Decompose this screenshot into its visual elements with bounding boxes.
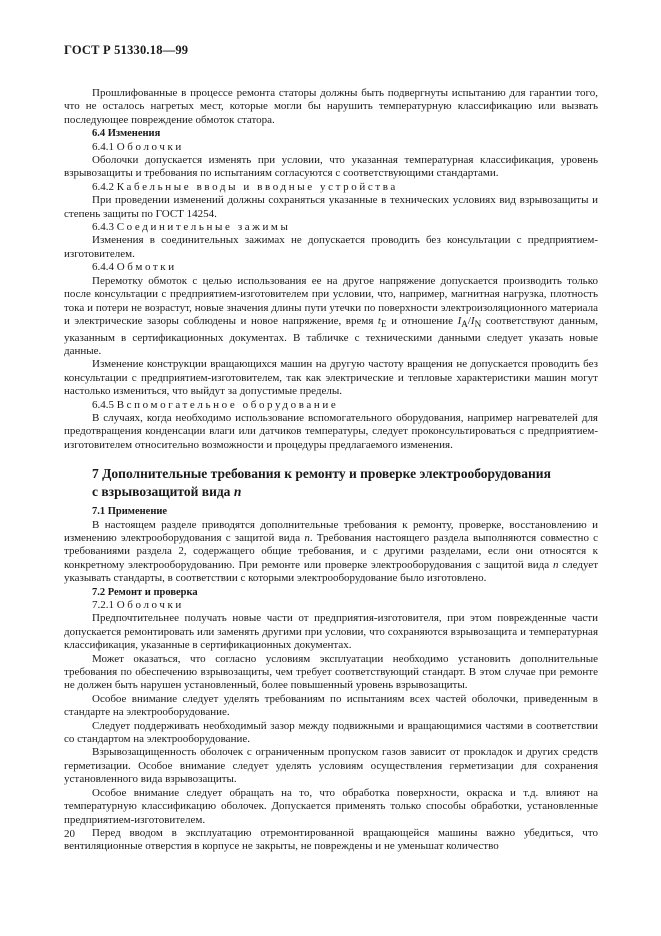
emphasis-n: n bbox=[552, 558, 559, 571]
section-7-title bbox=[64, 465, 598, 501]
section-6-4-1-heading bbox=[64, 141, 598, 154]
section-6-4-3-heading bbox=[64, 221, 598, 234]
paragraph-7-2-1-a: Предпочтительнее получать новые части от предприятия-изготовителя, при этом поврежденные части допускается ремонтировать или заменять другими при условии, что сохраняются взрывозащита и температурная классификация, указанные в сертификационных документах. bbox=[64, 612, 598, 652]
paragraph-7-2-1-e: Взрывозащищенность оболочек с ограниченным пропуском газов зависит от прокладок и других средств герметизации. Особое внимание следует уделять условиям осуществления герметизации для сохранения установленного вида взрывозащиты. bbox=[64, 746, 598, 786]
section-6-4-2-heading bbox=[64, 181, 598, 194]
title-emphasis: n bbox=[233, 484, 242, 500]
slash: / bbox=[467, 314, 471, 327]
text-run: Перемотку обмоток с целью использования ее на другое напряжение допускается производить только после консультации с предприятием-изготовителем при условии, что, например, магнитная нагрузка, плотность тока и потери не возрастут, новые значения длины пути утечки по поверхности электроизоляционного материала и электрические зазоры соблюдены и новое напряжение, время bbox=[64, 274, 598, 327]
spacer bbox=[64, 74, 598, 87]
document-code: ГОСТ Р 51330.18—99 bbox=[64, 43, 189, 57]
paragraph-6-4-2: При проведении изменений должны сохраняться указанные в технических условиях вид взрывозащиты и степень защиты по ГОСТ 14254. bbox=[64, 194, 598, 220]
paragraph-6-4-5: В случаях, когда необходимо использование вспомогательного оборудования, например нагревателей для предотвращения конденсации влаги или датчиков температуры, следует проконсультироваться с предприятием-изготовителем относительно возможности и процедуры предлагаемого изменения. bbox=[64, 411, 598, 451]
spacer bbox=[64, 452, 598, 465]
paragraph-7-1 bbox=[64, 519, 598, 586]
symbol-ia: I bbox=[457, 314, 462, 327]
section-7-2-title: 7.2 Ремонт и проверка bbox=[92, 586, 198, 598]
section-number: 6.4.3 bbox=[92, 221, 114, 234]
paragraph-7-2-1-g: Перед вводом в эксплуатацию отремонтированной вращающейся машины важно убедиться, что вентиляционные отверстия в корпусе не закрыты, не повреждены и не уменьшат количество bbox=[64, 826, 598, 853]
paragraph-6-4-4 bbox=[64, 275, 598, 359]
page-number: 20 bbox=[64, 828, 75, 840]
section-number: 6.4.2 bbox=[92, 180, 114, 193]
paragraph-6-4-3: Изменения в соединительных зажимах не допускается проводить без консультации с предприятием-изготовителем. bbox=[64, 234, 598, 260]
text-run: следует указывать стандарты, в соответствии с которыми электрооборудование было изготовлено. bbox=[64, 558, 599, 585]
subscript-a: A bbox=[461, 319, 468, 330]
subscript-n: N bbox=[474, 319, 482, 330]
section-number: 6.4.1 bbox=[92, 140, 114, 153]
section-7-1-title: 7.1 Применение bbox=[92, 506, 168, 518]
paragraph-7-2-1-c: Особое внимание следует уделять требованиям по испытаниям всех частей оболочки, приведенным в стандарте на электрооборудование. bbox=[64, 692, 598, 719]
section-number: 7.2.1 bbox=[92, 599, 114, 611]
text-run: В настоящем разделе приводятся дополнительные требования к ремонту, проверке, восстановлению и изменению электрооборудования с защитой вида bbox=[64, 518, 598, 544]
paragraph-6-4-1: Оболочки допускается изменять при условии, что указанная температурная классификация, уровень взрывозащиты и требования по испытаниям согласуются с соответствующими стандартами. bbox=[64, 154, 598, 180]
section-number: 6.4.4 bbox=[92, 261, 114, 274]
paragraph-intro: Прошлифованные в процессе ремонта статоры должны быть подвергнуты испытанию для гарантии того, что не осталось нагретых мест, которые могли бы нарушить температурную классификацию или вызвать последующее повреждение обмоток статора. bbox=[64, 87, 598, 126]
emphasis-n: n bbox=[304, 531, 310, 544]
text-run: . Требования настоящего раздела выполняются совместно с требованиями раздела 2, содержащего общие требования, и с другими разделами, если они относятся к конкретному электрооборудованию. При ремонте или проверке электрооборудования с защитой вида bbox=[64, 531, 599, 571]
section-number: 6.4.5 bbox=[92, 398, 114, 411]
section-name: Обмотки bbox=[116, 261, 177, 274]
paragraph-7-2-1-b: Может оказаться, что согласно условиям эксплуатации необходимо установить дополнительные требования по обеспечению взрывозащиты, чем требует соответствующий стандарт. В этом случае при ремонте не должен быть нарушен установленный, более повышенный уровень взрывозащиты. bbox=[64, 652, 598, 692]
paragraph-7-2-1-f: Особое внимание следует обращать на то, что обработка поверхности, окраска и т.д. влияют на температурную классификацию оболочек. Допускается применять только способы обработки, установленные предприятием-изготовителем. bbox=[64, 786, 598, 826]
section-name: Соединительные зажимы bbox=[116, 221, 291, 234]
page-body bbox=[64, 74, 598, 854]
title-text: 7 Дополнительные требования к ремонту и проверке электрооборудования с взрывозащитой вида bbox=[92, 466, 551, 500]
section-name: Кабельные вводы и вводные устройства bbox=[116, 180, 398, 193]
section-7-2-1-heading bbox=[64, 599, 598, 612]
section-6-4-4-heading bbox=[64, 261, 598, 274]
symbol-t: t bbox=[377, 314, 381, 327]
section-name: Вспомогательное оборудование bbox=[116, 398, 339, 411]
symbol-in: I bbox=[470, 314, 475, 327]
paragraph-7-2-1-d: Следует поддерживать необходимый зазор между подвижными и вращающимися частями в соответствии со стандартом на электрооборудование. bbox=[64, 719, 598, 746]
subscript-e: E bbox=[380, 319, 387, 330]
section-name: Оболочки bbox=[116, 140, 184, 153]
section-name: Оболочки bbox=[116, 599, 184, 611]
text-run: соответствуют данным, указанным в сертификационных документах. В табличке с техническими данными следует указать новые данные. bbox=[64, 314, 598, 357]
section-6-4-title: 6.4 Изменения bbox=[92, 128, 161, 140]
text-run: и отношение bbox=[386, 314, 458, 327]
section-6-4-5-heading bbox=[64, 399, 598, 412]
paragraph-6-4-4-b: Изменение конструкции вращающихся машин на другую частоту вращения не допускается проводить без консультации с предприятием-изготовителем, так как электрические и тепловые характеристики машин могут настолько измениться, что выйдут за допустимые пределы. bbox=[64, 358, 598, 398]
